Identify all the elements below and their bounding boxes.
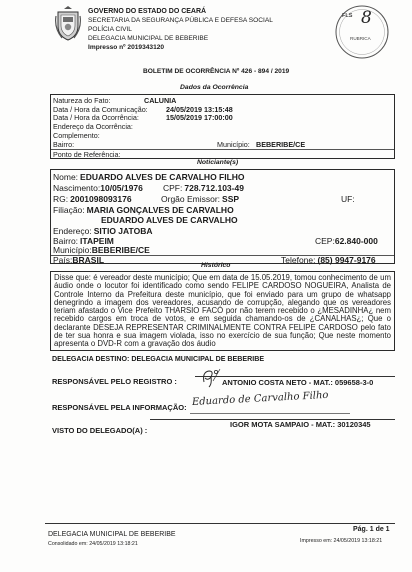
footer-consolidated: Consolidado em: 24/05/2019 13:18:21 <box>48 541 138 547</box>
birth-value: 10/05/1976 <box>100 183 143 193</box>
communication-value: 24/05/2019 13:15:48 <box>166 105 233 114</box>
mother-value: MARIA GONÇALVES DE CARVALHO <box>86 205 234 215</box>
destination-value: DELEGACIA MUNICIPAL DE BEBERIBE <box>131 355 265 363</box>
footer-divider <box>45 523 395 524</box>
stamp-page-mark: 8 <box>361 8 372 28</box>
municipality-label: Município: <box>53 245 92 255</box>
address-field <box>53 227 152 236</box>
registrar-label: RESPONSÁVEL PELO REGISTRO : <box>52 377 177 386</box>
destination-field <box>52 356 264 363</box>
district-value: ITAPEIM <box>80 236 114 246</box>
notifier-box <box>50 169 395 264</box>
country-field <box>53 256 104 265</box>
footer-unit: DELEGACIA MUNICIPAL DE BEBERIBE <box>48 531 176 538</box>
country-value: BRASIL <box>72 254 105 265</box>
occurrence-box <box>50 94 395 159</box>
rg-value: 2001098093176 <box>70 194 132 204</box>
cpf-field <box>163 184 244 193</box>
print-number: Impresso nº 2019343120 <box>88 44 165 51</box>
informant-signature: Eduardo de Carvalho Filho <box>191 389 329 408</box>
cep-value: 62.840-000 <box>334 236 378 246</box>
occurrence-municipality-label: Município: <box>217 140 250 149</box>
issuer-field <box>161 195 239 204</box>
chief-label: VISTO DO DELEGADO(A) : <box>52 426 148 435</box>
issuer-value: SSP <box>222 194 240 204</box>
informant-label: RESPONSÁVEL PELA INFORMAÇÃO: <box>52 403 187 412</box>
phone-value: (85) 9947-9176 <box>317 254 376 265</box>
country-label: País: <box>53 254 73 265</box>
registrar-signature-mark <box>200 366 222 388</box>
occurrence-address-label: Endereço da Ocorrência: <box>53 122 133 131</box>
unit-name: DELEGACIA MUNICIPAL DE BEBERIBE <box>88 35 209 42</box>
name-label: Nome: <box>53 172 79 182</box>
footer-page-number: Pág. 1 de 1 <box>353 526 390 533</box>
address-value: SITIO JATOBA <box>93 226 153 236</box>
informant-signature-line <box>190 413 350 414</box>
occurrence-section-title: Dados da Ocorrência <box>180 84 249 91</box>
cpf-label: CPF: <box>163 183 183 193</box>
birth-field <box>53 184 143 193</box>
stamp-caption: RUBRICA <box>350 36 371 41</box>
issuer-label: Orgão Emissor: <box>161 194 221 204</box>
municipality-value: BEBERIBE/CE <box>91 245 150 255</box>
occurrence-district-label: Bairro: <box>53 140 75 149</box>
nature-label: Natureza do Fato: <box>53 96 111 105</box>
address-label: Endereço: <box>53 226 92 236</box>
occurrence-date-label: Data / Hora da Ocorrência: <box>53 113 139 122</box>
cep-field <box>315 237 378 246</box>
occurrence-municipality-value: BEBERIBE/CE <box>256 140 306 149</box>
footer-printed: Impresso em: 24/05/2019 13:18:21 <box>300 538 383 544</box>
history-text: Disse que: é vereador deste município; Que em data de 15.05.2019, tomou conhecimento de um áudio onde o locutor foi identificado como sendo FELIPE CARDOSO NOGUEIRA, Analista de Controle Interno da Prefeitura deste município, que foi enviado para um grupo de whatsapp denegrindo a imagem dos vereadores, acusando de corrupção, alegando que os vereadores teriam afastado o Vice Prefeito THARSIO FACÓ por não terem recebido o ¿MESADINHA¿ nem recebido cargos em troca de votos, e em seguida chamando-os de ¿CANALHAS¿; Que o declarante DESEJA REPRESENTAR CRIMINALMENTE CONTRA FELIPE CARDOSO pelo fato de ter sua honra e sua imagem violada, isso no exercício de sua função; Que neste momento apresenta o DVD-R com a gravação dos áudio <box>50 271 395 351</box>
complement-label: Complemento: <box>53 131 100 140</box>
rg-field <box>53 195 132 204</box>
reference-label: Ponto de Referência: <box>53 150 121 159</box>
name-field <box>53 173 245 182</box>
coat-of-arms-icon <box>54 6 82 42</box>
phone-label: Telefone: <box>281 254 316 265</box>
history-section-title: Histórico <box>201 262 231 269</box>
secretariat-name: SECRETARIA DA SEGURANÇA PÚBLICA E DEFESA SOCIAL <box>88 17 273 24</box>
birth-label: Nascimento: <box>53 183 101 193</box>
notifier-section-title: Noticiante(s) <box>197 159 239 166</box>
registrar-name: ANTONIO COSTA NETO - MAT.: 059658-3-0 <box>222 378 374 387</box>
destination-label: DELEGACIA DESTINO: <box>52 355 130 363</box>
registrar-signature-line <box>195 376 395 377</box>
nature-value: CALUNIA <box>144 96 177 105</box>
parents-label: Filiação: <box>53 205 85 215</box>
report-title: BOLETIM DE OCORRÊNCIA Nº 426 - 894 / 2019 <box>143 68 290 75</box>
communication-label: Data / Hora da Comunicação: <box>53 105 148 114</box>
rg-label: RG: <box>53 194 69 204</box>
uf-label: UF: <box>341 194 355 204</box>
chief-name: IGOR MOTA SAMPAIO - MAT.: 30120345 <box>230 420 371 429</box>
police-name: POLÍCIA CIVIL <box>88 26 132 33</box>
government-name: GOVERNO DO ESTADO DO CEARÁ <box>88 8 207 15</box>
parents-field <box>53 206 234 215</box>
phone-field <box>281 256 376 265</box>
stamp-label: FLS <box>342 13 353 19</box>
page-stamp <box>334 4 390 60</box>
father-value: EDUARDO ALVES DE CARVALHO <box>101 215 238 225</box>
district-label: Bairro: <box>53 236 79 246</box>
municipality-field <box>53 246 150 255</box>
occurrence-date-value: 15/05/2019 17:00:00 <box>166 113 233 122</box>
cpf-value: 728.712.103-49 <box>184 183 244 193</box>
name-value: EDUARDO ALVES DE CARVALHO FILHO <box>80 172 245 182</box>
cep-label: CEP: <box>315 236 335 246</box>
